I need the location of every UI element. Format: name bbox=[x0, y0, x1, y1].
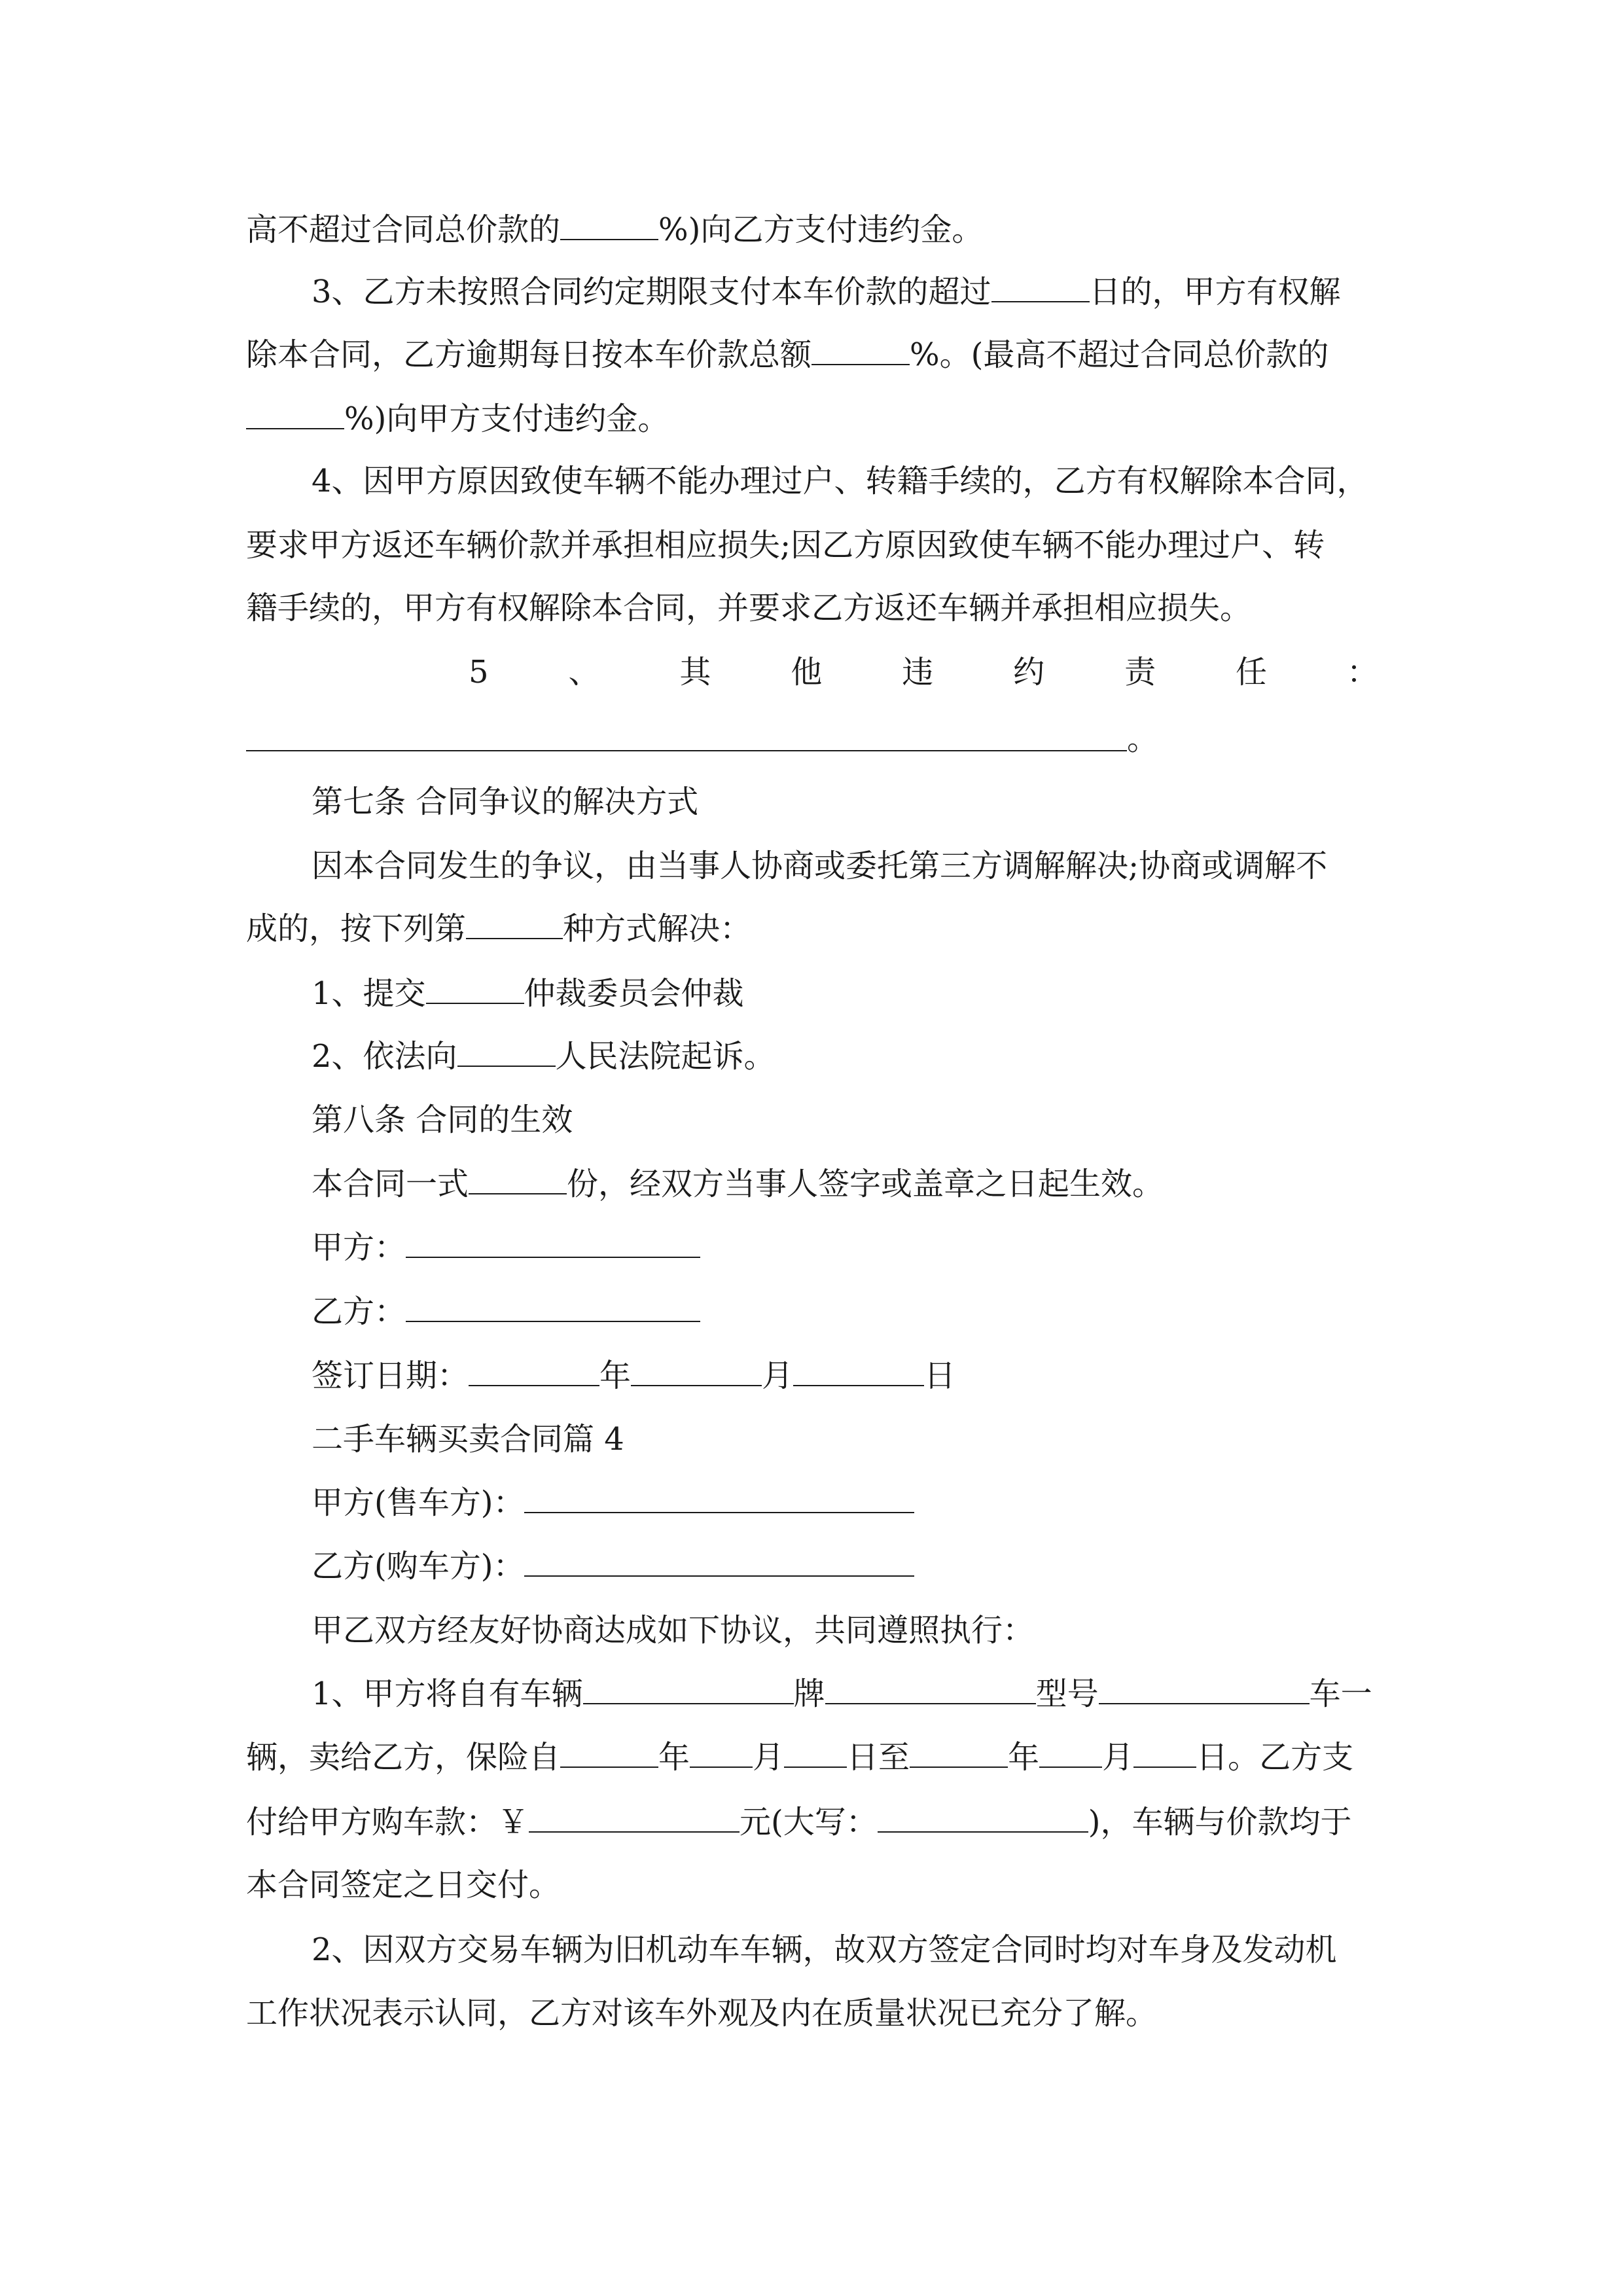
text: 他 bbox=[791, 654, 823, 691]
blank-field bbox=[560, 210, 658, 240]
paragraph-line bbox=[312, 272, 1378, 312]
text: 年 bbox=[599, 1357, 632, 1394]
text: 日。乙方支 bbox=[1196, 1739, 1354, 1776]
text: 元(大写： bbox=[740, 1804, 878, 1840]
paragraph-line bbox=[246, 526, 1378, 565]
text: 甲方： bbox=[312, 1229, 406, 1266]
paragraph-line bbox=[246, 1865, 1378, 1905]
paragraph-line bbox=[312, 1930, 1378, 1969]
text: 二手车辆买卖合同篇 4 bbox=[312, 1421, 624, 1458]
text: 年 bbox=[658, 1739, 690, 1776]
text: %)向甲方支付违约金。 bbox=[344, 401, 669, 437]
blank-field bbox=[466, 909, 563, 939]
text: 因本合同发生的争议，由当事人协商或委托第三方调解解决;协商或调解不 bbox=[312, 848, 1328, 884]
text: 年 bbox=[1008, 1739, 1040, 1776]
text: 甲方(售车方)： bbox=[312, 1484, 525, 1521]
section-heading bbox=[312, 1100, 1378, 1139]
text: 仲裁委员会仲裁 bbox=[524, 975, 744, 1012]
blank-field bbox=[1099, 1674, 1310, 1704]
text: 本合同一式 bbox=[312, 1166, 469, 1202]
paragraph-line bbox=[246, 1994, 1378, 2033]
text: 违 bbox=[902, 654, 934, 691]
text: 签订日期： bbox=[312, 1357, 469, 1394]
text: 辆，卖给乙方，保险自 bbox=[246, 1739, 561, 1776]
blank-field bbox=[583, 1674, 794, 1704]
text: 任 bbox=[1235, 654, 1267, 691]
paragraph-line bbox=[246, 335, 1378, 374]
paragraph-line bbox=[312, 461, 1378, 501]
text: 月 bbox=[1102, 1739, 1134, 1776]
blank-field bbox=[246, 399, 344, 429]
text: 1、提交 bbox=[312, 975, 426, 1012]
text: 1、甲方将自有车辆 bbox=[312, 1676, 583, 1712]
paragraph-line bbox=[312, 1037, 1378, 1076]
text: 、 bbox=[568, 654, 600, 691]
text: 甲乙双方经友好协商达成如下协议，共同遵照执行： bbox=[312, 1612, 1035, 1649]
text: 种方式解决： bbox=[563, 910, 752, 947]
text: 2、因双方交易车辆为旧机动车车辆，故双方签定合同时均对车身及发动机 bbox=[312, 1931, 1337, 1968]
blank-field bbox=[825, 1674, 1036, 1704]
blank-field bbox=[991, 272, 1090, 302]
blank-field bbox=[560, 1738, 658, 1768]
blank-field bbox=[910, 1738, 1008, 1768]
text: 日至 bbox=[847, 1739, 910, 1776]
text: 牌 bbox=[793, 1676, 825, 1712]
blank-field bbox=[812, 335, 910, 365]
blank-field bbox=[524, 1483, 914, 1513]
text: 除本合同，乙方逾期每日按本车价款总额 bbox=[246, 336, 812, 373]
text: 乙方(购车方)： bbox=[312, 1548, 525, 1585]
text: 4、因甲方原因致使车辆不能办理过户、转籍手续的，乙方有权解除本合同， bbox=[312, 463, 1368, 499]
text: 日的，甲方有权解 bbox=[1089, 274, 1341, 310]
blank-field bbox=[457, 1037, 556, 1067]
text: 乙方： bbox=[312, 1293, 406, 1330]
paragraph-line bbox=[312, 1674, 1378, 1713]
text: 籍手续的，甲方有权解除本合同，并要求乙方返还车辆并承担相应损失。 bbox=[246, 590, 1252, 626]
blank-field bbox=[426, 974, 524, 1004]
blank-field bbox=[631, 1356, 762, 1386]
paragraph-line bbox=[246, 210, 1378, 249]
spread-line bbox=[312, 653, 1378, 692]
text: 3、乙方未按照合同约定期限支付本车价款的超过 bbox=[312, 274, 991, 310]
blank-field bbox=[469, 1356, 599, 1386]
paragraph-line bbox=[312, 1164, 1378, 1204]
paragraph-line bbox=[246, 1803, 1378, 1842]
paragraph-line bbox=[246, 399, 1378, 439]
text: 其 bbox=[679, 654, 711, 691]
blank-field bbox=[1039, 1738, 1102, 1768]
blank-field bbox=[246, 750, 1127, 751]
blank-field bbox=[524, 1547, 914, 1577]
text: 。 bbox=[1127, 721, 1159, 757]
signature-line bbox=[312, 1292, 1378, 1331]
text: 工作状况表示认同，乙方对该车外观及内在质量状况已充分了解。 bbox=[246, 1995, 1158, 2032]
text: 本合同签定之日交付。 bbox=[246, 1867, 561, 1903]
text: 月 bbox=[753, 1739, 785, 1776]
text: 第七条 合同争议的解决方式 bbox=[312, 783, 699, 820]
paragraph-line bbox=[1127, 719, 1192, 759]
signature-line bbox=[312, 1228, 1378, 1267]
blank-field bbox=[469, 1164, 567, 1194]
document-subtitle bbox=[312, 1420, 1378, 1459]
text: 车一 bbox=[1309, 1676, 1372, 1712]
blank-field bbox=[793, 1356, 924, 1386]
paragraph-line bbox=[246, 1738, 1378, 1777]
text: 日 bbox=[924, 1357, 956, 1394]
text: 约 bbox=[1013, 654, 1045, 691]
date-line bbox=[312, 1356, 1378, 1395]
text: 要求甲方返还车辆价款并承担相应损失;因乙方原因致使车辆不能办理过户、转 bbox=[246, 527, 1325, 564]
paragraph-line bbox=[246, 909, 1378, 948]
text: 人民法院起诉。 bbox=[555, 1038, 776, 1075]
blank-field bbox=[406, 1228, 700, 1258]
blank-field bbox=[784, 1738, 847, 1768]
paragraph-line bbox=[312, 974, 1378, 1013]
text: 2、依法向 bbox=[312, 1038, 457, 1075]
party-line bbox=[312, 1547, 1378, 1586]
text: 第八条 合同的生效 bbox=[312, 1102, 573, 1138]
text: 份，经双方当事人签字或盖章之日起生效。 bbox=[567, 1166, 1164, 1202]
paragraph-line bbox=[312, 846, 1378, 886]
text: 高不超过合同总价款的 bbox=[246, 211, 561, 248]
text: 成的，按下列第 bbox=[246, 910, 467, 947]
paragraph-line bbox=[312, 1611, 1378, 1650]
paragraph-line bbox=[246, 588, 1378, 628]
blank-field bbox=[529, 1803, 740, 1833]
party-line bbox=[312, 1483, 1378, 1522]
text: 型号 bbox=[1035, 1676, 1099, 1712]
text: 5 bbox=[469, 654, 489, 691]
blank-field bbox=[878, 1803, 1088, 1833]
text: )，车辆与价款均于 bbox=[1088, 1804, 1352, 1840]
text: %)向乙方支付违约金。 bbox=[658, 211, 984, 248]
blank-field bbox=[406, 1292, 700, 1322]
text: ： bbox=[1346, 654, 1378, 691]
blank-field bbox=[1133, 1738, 1196, 1768]
text: %。(最高不超过合同总价款的 bbox=[910, 336, 1329, 373]
text: 责 bbox=[1124, 654, 1156, 691]
section-heading bbox=[312, 782, 1378, 821]
blank-field bbox=[690, 1738, 753, 1768]
text: 月 bbox=[762, 1357, 794, 1394]
text: 付给甲方购车款：￥ bbox=[246, 1804, 529, 1840]
